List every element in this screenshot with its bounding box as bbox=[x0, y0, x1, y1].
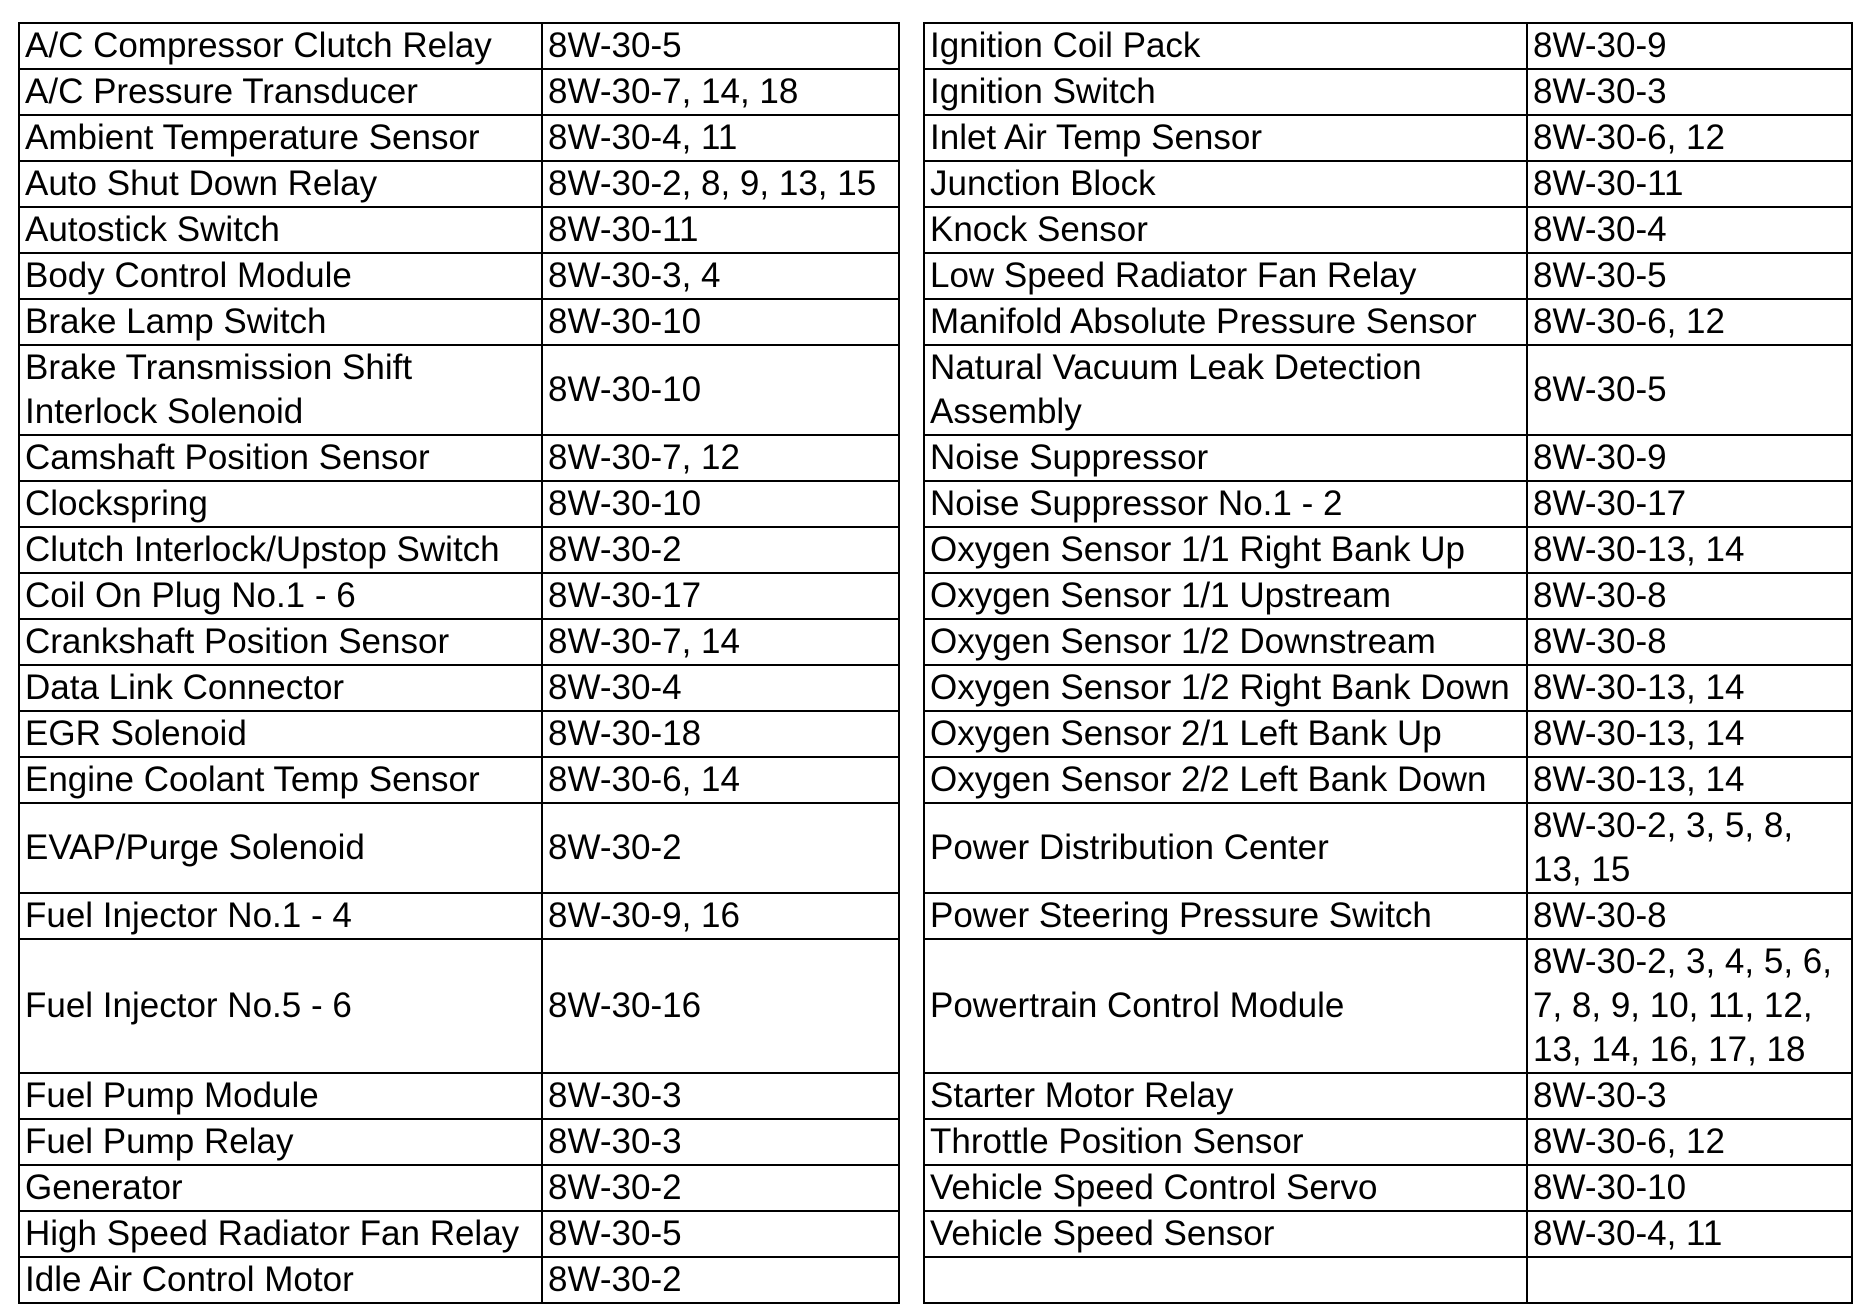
table-row bbox=[19, 435, 1852, 481]
column-gap bbox=[899, 161, 924, 207]
table-row bbox=[19, 23, 1852, 69]
left-page-ref-cell: 8W-30-4, 11 bbox=[542, 115, 899, 161]
column-gap bbox=[899, 23, 924, 69]
right-page-ref-cell: 8W-30-8 bbox=[1527, 573, 1852, 619]
table-row bbox=[19, 1119, 1852, 1165]
right-page-ref-cell: 8W-30-10 bbox=[1527, 1165, 1852, 1211]
right-page-ref-cell: 8W-30-8 bbox=[1527, 893, 1852, 939]
table-row bbox=[19, 1211, 1852, 1257]
left-component-cell: Clutch Interlock/Upstop Switch bbox=[19, 527, 542, 573]
right-component-cell: Ignition Coil Pack bbox=[924, 23, 1527, 69]
table-row bbox=[19, 345, 1852, 435]
column-gap bbox=[899, 115, 924, 161]
right-page-ref-cell bbox=[1527, 1257, 1852, 1303]
right-page-ref-cell: 8W-30-2, 3, 5, 8, 13, 15 bbox=[1527, 803, 1852, 893]
right-page-ref-cell: 8W-30-9 bbox=[1527, 435, 1852, 481]
left-component-cell: Clockspring bbox=[19, 481, 542, 527]
right-page-ref-cell: 8W-30-3 bbox=[1527, 69, 1852, 115]
column-gap bbox=[899, 573, 924, 619]
column-gap bbox=[899, 1073, 924, 1119]
table-row bbox=[19, 481, 1852, 527]
column-gap bbox=[899, 299, 924, 345]
right-component-cell: Oxygen Sensor 1/1 Upstream bbox=[924, 573, 1527, 619]
left-page-ref-cell: 8W-30-9, 16 bbox=[542, 893, 899, 939]
left-page-ref-cell: 8W-30-17 bbox=[542, 573, 899, 619]
table-row bbox=[19, 115, 1852, 161]
right-component-cell: Manifold Absolute Pressure Sensor bbox=[924, 299, 1527, 345]
left-component-cell: Idle Air Control Motor bbox=[19, 1257, 542, 1303]
left-page-ref-cell: 8W-30-7, 12 bbox=[542, 435, 899, 481]
right-page-ref-cell: 8W-30-13, 14 bbox=[1527, 757, 1852, 803]
table-row bbox=[19, 1165, 1852, 1211]
right-component-cell: Knock Sensor bbox=[924, 207, 1527, 253]
right-page-ref-cell: 8W-30-8 bbox=[1527, 619, 1852, 665]
table-row bbox=[19, 161, 1852, 207]
table-row bbox=[19, 803, 1852, 893]
left-component-cell: A/C Pressure Transducer bbox=[19, 69, 542, 115]
left-page-ref-cell: 8W-30-7, 14 bbox=[542, 619, 899, 665]
table-row bbox=[19, 207, 1852, 253]
component-index-body bbox=[19, 23, 1852, 1303]
left-component-cell: Autostick Switch bbox=[19, 207, 542, 253]
left-page-ref-cell: 8W-30-2 bbox=[542, 527, 899, 573]
column-gap bbox=[899, 893, 924, 939]
right-component-cell: Low Speed Radiator Fan Relay bbox=[924, 253, 1527, 299]
right-component-cell: Noise Suppressor bbox=[924, 435, 1527, 481]
left-page-ref-cell: 8W-30-5 bbox=[542, 1211, 899, 1257]
column-gap bbox=[899, 207, 924, 253]
right-component-cell: Oxygen Sensor 1/2 Right Bank Down bbox=[924, 665, 1527, 711]
table-row bbox=[19, 573, 1852, 619]
left-component-cell: EVAP/Purge Solenoid bbox=[19, 803, 542, 893]
column-gap bbox=[899, 665, 924, 711]
column-gap bbox=[899, 253, 924, 299]
table-row bbox=[19, 69, 1852, 115]
left-page-ref-cell: 8W-30-2, 8, 9, 13, 15 bbox=[542, 161, 899, 207]
column-gap bbox=[899, 345, 924, 435]
left-component-cell: Coil On Plug No.1 - 6 bbox=[19, 573, 542, 619]
right-page-ref-cell: 8W-30-13, 14 bbox=[1527, 665, 1852, 711]
left-component-cell: Brake Transmission Shift Interlock Solenoid bbox=[19, 345, 542, 435]
right-component-cell: Ignition Switch bbox=[924, 69, 1527, 115]
table-row bbox=[19, 1257, 1852, 1303]
left-page-ref-cell: 8W-30-2 bbox=[542, 803, 899, 893]
left-page-ref-cell: 8W-30-2 bbox=[542, 1257, 899, 1303]
right-component-cell: Vehicle Speed Control Servo bbox=[924, 1165, 1527, 1211]
table-row bbox=[19, 711, 1852, 757]
right-component-cell: Oxygen Sensor 2/2 Left Bank Down bbox=[924, 757, 1527, 803]
component-index-table bbox=[18, 22, 1853, 1304]
right-component-cell: Inlet Air Temp Sensor bbox=[924, 115, 1527, 161]
left-component-cell: Brake Lamp Switch bbox=[19, 299, 542, 345]
left-page-ref-cell: 8W-30-2 bbox=[542, 1165, 899, 1211]
left-component-cell: Ambient Temperature Sensor bbox=[19, 115, 542, 161]
left-component-cell: A/C Compressor Clutch Relay bbox=[19, 23, 542, 69]
right-page-ref-cell: 8W-30-4 bbox=[1527, 207, 1852, 253]
right-page-ref-cell: 8W-30-3 bbox=[1527, 1073, 1852, 1119]
table-row bbox=[19, 1073, 1852, 1119]
right-component-cell: Vehicle Speed Sensor bbox=[924, 1211, 1527, 1257]
column-gap bbox=[899, 527, 924, 573]
right-page-ref-cell: 8W-30-4, 11 bbox=[1527, 1211, 1852, 1257]
column-gap bbox=[899, 435, 924, 481]
left-component-cell: Fuel Pump Module bbox=[19, 1073, 542, 1119]
left-page-ref-cell: 8W-30-4 bbox=[542, 665, 899, 711]
column-gap bbox=[899, 1211, 924, 1257]
right-component-cell: Noise Suppressor No.1 - 2 bbox=[924, 481, 1527, 527]
left-page-ref-cell: 8W-30-18 bbox=[542, 711, 899, 757]
left-component-cell: Body Control Module bbox=[19, 253, 542, 299]
table-row bbox=[19, 665, 1852, 711]
right-component-cell: Power Steering Pressure Switch bbox=[924, 893, 1527, 939]
left-component-cell: Fuel Pump Relay bbox=[19, 1119, 542, 1165]
right-page-ref-cell: 8W-30-9 bbox=[1527, 23, 1852, 69]
right-component-cell: Oxygen Sensor 2/1 Left Bank Up bbox=[924, 711, 1527, 757]
left-component-cell: Auto Shut Down Relay bbox=[19, 161, 542, 207]
right-page-ref-cell: 8W-30-6, 12 bbox=[1527, 115, 1852, 161]
column-gap bbox=[899, 1257, 924, 1303]
left-component-cell: Engine Coolant Temp Sensor bbox=[19, 757, 542, 803]
left-page-ref-cell: 8W-30-10 bbox=[542, 299, 899, 345]
right-component-cell: Oxygen Sensor 1/2 Downstream bbox=[924, 619, 1527, 665]
left-page-ref-cell: 8W-30-3 bbox=[542, 1119, 899, 1165]
column-gap bbox=[899, 803, 924, 893]
column-gap bbox=[899, 619, 924, 665]
left-component-cell: Fuel Injector No.5 - 6 bbox=[19, 939, 542, 1073]
left-component-cell: Crankshaft Position Sensor bbox=[19, 619, 542, 665]
right-component-cell: Oxygen Sensor 1/1 Right Bank Up bbox=[924, 527, 1527, 573]
right-page-ref-cell: 8W-30-17 bbox=[1527, 481, 1852, 527]
right-component-cell: Junction Block bbox=[924, 161, 1527, 207]
left-component-cell: Fuel Injector No.1 - 4 bbox=[19, 893, 542, 939]
column-gap bbox=[899, 69, 924, 115]
left-page-ref-cell: 8W-30-10 bbox=[542, 481, 899, 527]
right-component-cell: Starter Motor Relay bbox=[924, 1073, 1527, 1119]
column-gap bbox=[899, 757, 924, 803]
right-page-ref-cell: 8W-30-5 bbox=[1527, 345, 1852, 435]
left-component-cell: Data Link Connector bbox=[19, 665, 542, 711]
column-gap bbox=[899, 1119, 924, 1165]
column-gap bbox=[899, 1165, 924, 1211]
table-row bbox=[19, 299, 1852, 345]
left-component-cell: High Speed Radiator Fan Relay bbox=[19, 1211, 542, 1257]
table-row bbox=[19, 253, 1852, 299]
table-row bbox=[19, 939, 1852, 1073]
left-page-ref-cell: 8W-30-7, 14, 18 bbox=[542, 69, 899, 115]
right-page-ref-cell: 8W-30-2, 3, 4, 5, 6, 7, 8, 9, 10, 11, 12, 13, 14, 16, 17, 18 bbox=[1527, 939, 1852, 1073]
right-component-cell: Powertrain Control Module bbox=[924, 939, 1527, 1073]
table-row bbox=[19, 527, 1852, 573]
left-page-ref-cell: 8W-30-11 bbox=[542, 207, 899, 253]
left-component-cell: Generator bbox=[19, 1165, 542, 1211]
left-page-ref-cell: 8W-30-16 bbox=[542, 939, 899, 1073]
left-component-cell: EGR Solenoid bbox=[19, 711, 542, 757]
right-page-ref-cell: 8W-30-6, 12 bbox=[1527, 299, 1852, 345]
left-page-ref-cell: 8W-30-5 bbox=[542, 23, 899, 69]
left-component-cell: Camshaft Position Sensor bbox=[19, 435, 542, 481]
right-component-cell: Throttle Position Sensor bbox=[924, 1119, 1527, 1165]
table-row bbox=[19, 757, 1852, 803]
table-row bbox=[19, 893, 1852, 939]
column-gap bbox=[899, 481, 924, 527]
left-page-ref-cell: 8W-30-10 bbox=[542, 345, 899, 435]
right-component-cell bbox=[924, 1257, 1527, 1303]
table-row bbox=[19, 619, 1852, 665]
left-page-ref-cell: 8W-30-6, 14 bbox=[542, 757, 899, 803]
left-page-ref-cell: 8W-30-3 bbox=[542, 1073, 899, 1119]
right-page-ref-cell: 8W-30-6, 12 bbox=[1527, 1119, 1852, 1165]
right-page-ref-cell: 8W-30-5 bbox=[1527, 253, 1852, 299]
right-page-ref-cell: 8W-30-13, 14 bbox=[1527, 527, 1852, 573]
right-page-ref-cell: 8W-30-11 bbox=[1527, 161, 1852, 207]
column-gap bbox=[899, 939, 924, 1073]
right-component-cell: Natural Vacuum Leak Detection Assembly bbox=[924, 345, 1527, 435]
column-gap bbox=[899, 711, 924, 757]
right-component-cell: Power Distribution Center bbox=[924, 803, 1527, 893]
right-page-ref-cell: 8W-30-13, 14 bbox=[1527, 711, 1852, 757]
left-page-ref-cell: 8W-30-3, 4 bbox=[542, 253, 899, 299]
